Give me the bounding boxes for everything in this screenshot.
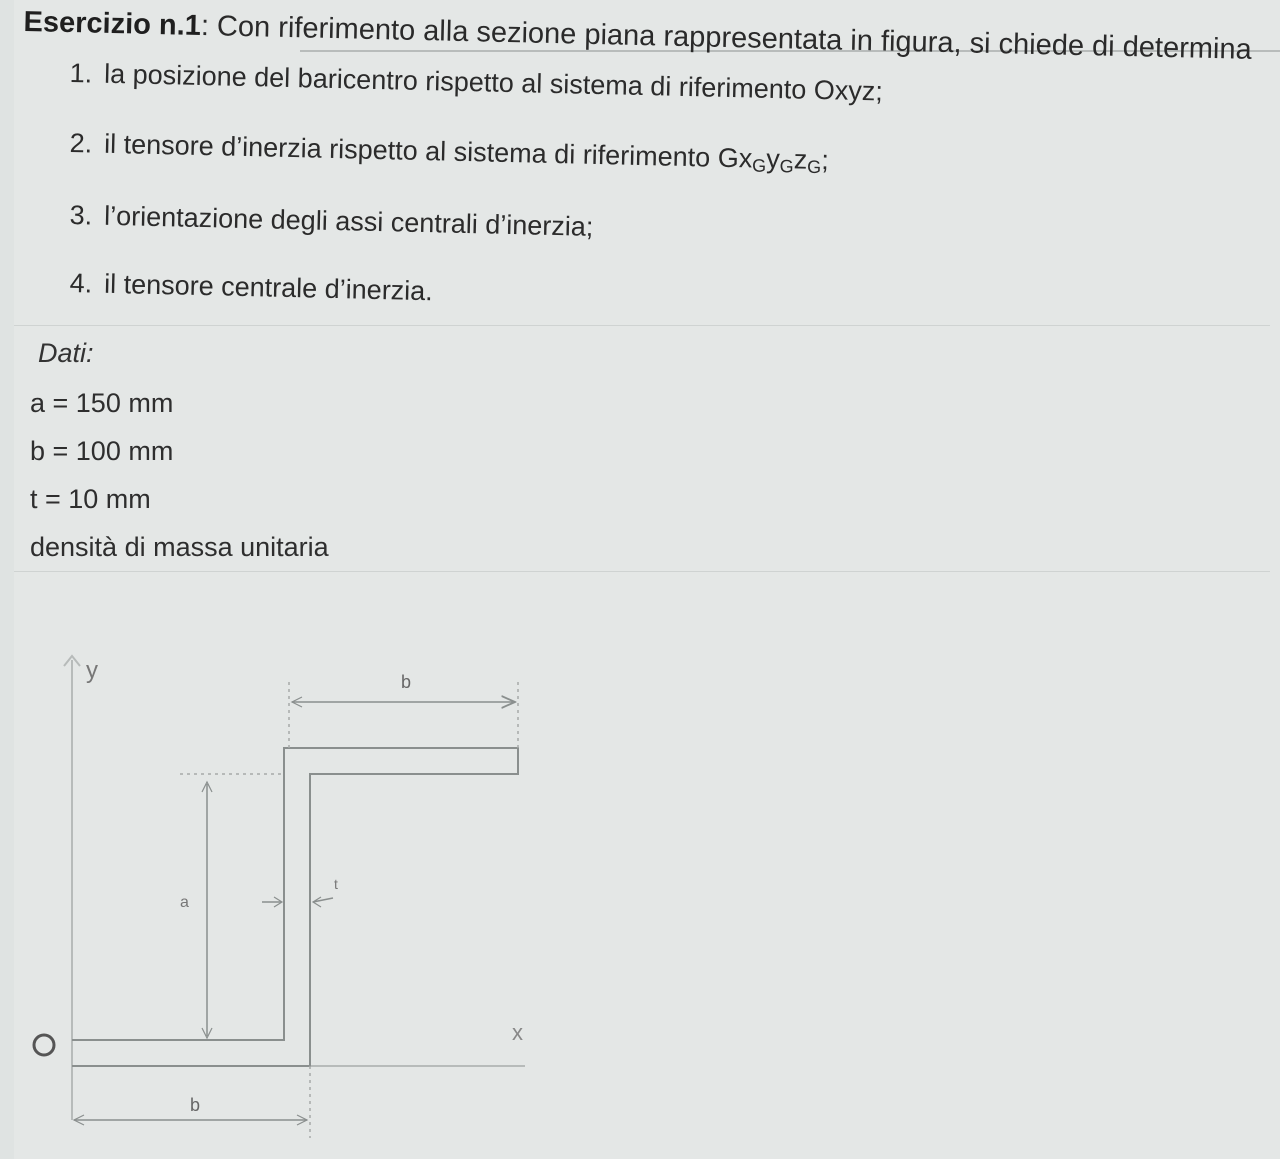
frame-z: z <box>793 144 808 175</box>
origin-marker <box>34 1035 54 1055</box>
exercise-intro: : Con riferimento alla sezione piana rappresentata in figura, si chiede di determina <box>200 10 1253 66</box>
param-t: t = 10 mm <box>30 484 151 514</box>
task-number: 1. <box>69 58 93 89</box>
dim-a-label: a <box>180 894 189 911</box>
task-number: 3. <box>69 200 93 231</box>
origin-label: O <box>30 1080 31 1081</box>
task-number: 4. <box>69 268 93 299</box>
task-text: la posizione del baricentro rispetto al sistema di riferimento Oxyz; <box>103 58 884 107</box>
dim-b-top-label: b <box>401 672 412 692</box>
data-heading: Dati: <box>38 338 94 368</box>
dim-t-label: t <box>334 876 338 892</box>
y-axis-label: y <box>86 657 98 684</box>
frame-z-sub: G <box>806 156 822 178</box>
x-axis-label: x <box>512 1020 523 1045</box>
frame-x: x <box>738 143 753 174</box>
section-outline <box>72 748 518 1066</box>
task-text: il tensore centrale d’inerzia. <box>103 268 434 307</box>
task-number: 2. <box>69 128 93 159</box>
frame-x-sub: G <box>751 155 767 176</box>
param-density: densità di massa unitaria <box>30 532 329 562</box>
dim-b-bottom-label: b <box>190 1095 201 1115</box>
param-a: a = 150 mm <box>30 388 174 418</box>
task-text: il tensore d’inerzia rispetto al sistema di riferimento G <box>103 128 740 174</box>
frame-y: y <box>765 143 781 175</box>
param-b: b = 100 mm <box>30 436 174 466</box>
frame-y-sub: G <box>779 156 794 177</box>
task-end: ; <box>820 145 830 176</box>
task-text: l’orientazione degli assi centrali d’inerzia; <box>103 200 594 242</box>
z-section-figure <box>0 600 1280 1159</box>
exercise-label: Esercizio n.1 <box>23 6 202 43</box>
